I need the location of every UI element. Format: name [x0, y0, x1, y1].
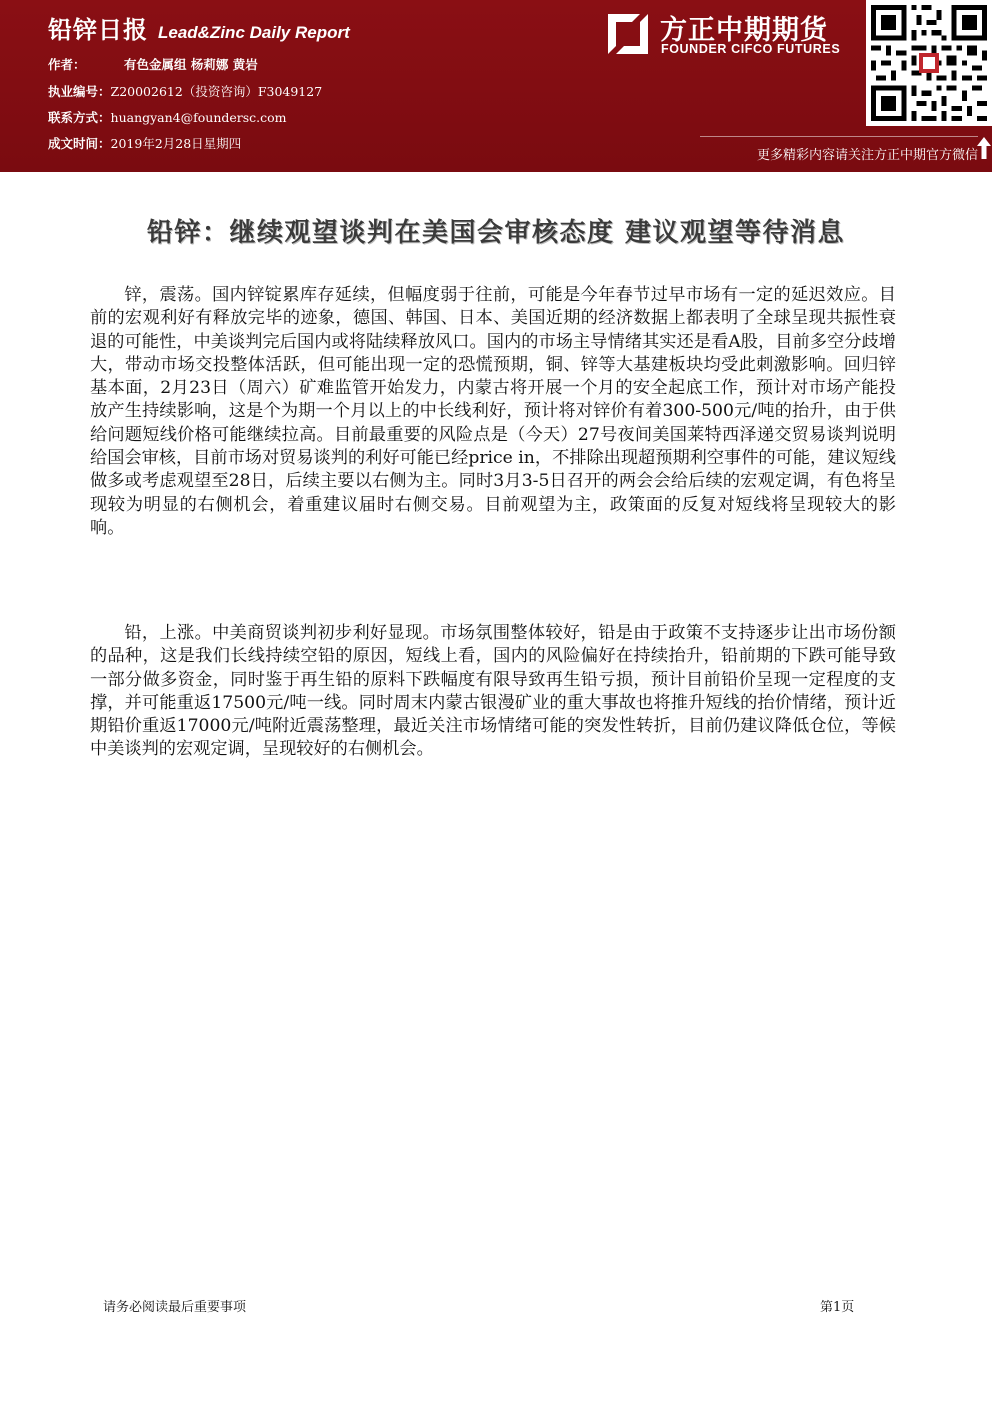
date-line: [48, 134, 241, 152]
lead-paragraph: 铅，上涨。中美商贸谈判初步利好显现。市场氛围整体较好，铅是由于政策不支持逐步让出市场份额的品种，这是我们长线持续空铅的原因，短线上看，国内的风险偏好在持续抬升，铅前期的下跌可能导致一部分做多资金，同时鉴于再生铅的原料下跌幅度有限导致再生铅亏损，预计目前铅价呈现一定程度的支撑，并可能重返17500元/吨一线。同时周末内蒙古银漫矿业的重大事故也将推升短线的抬价情绪，预计近期铅价重返17000元/吨附近震荡整理，最近关注市场情绪可能的突发性转折，目前仍建议降低仓位，等候中美谈判的宏观定调，呈现较好的右侧机会。: [90, 623, 896, 760]
author-value: 有色金属组 杨莉娜 黄岩: [124, 57, 258, 72]
date-value: 2019年2月28日星期四: [110, 136, 242, 151]
license-label: 执业编号：: [48, 84, 111, 99]
logo-text-cn: 方正中期期货: [660, 15, 828, 46]
contact-value: huangyan4@foundersc.com: [110, 110, 287, 125]
qr-code: [866, 0, 992, 126]
author-line: [48, 55, 258, 73]
date-label: 成文时间：: [48, 136, 111, 151]
company-logo: [600, 8, 860, 66]
article-title: 铅锌：继续观望谈判在美国会审核态度 建议观望等待消息: [146, 218, 846, 248]
logo-mark-icon: [604, 10, 652, 58]
follow-wechat-text: 更多精彩内容请关注方正中期官方微信: [756, 148, 978, 163]
zinc-paragraph: 锌，震荡。国内锌锭累库存延续，但幅度弱于往前，可能是今年春节过早市场有一定的延迟效应。目前的宏观利好有释放完毕的迹象，德国、韩国、日本、美国近期的经济数据上都表明了全球呈现共振性衰退的可能性，中美谈判完后国内或将陆续释放风口。国内的市场主导情绪其实还是看A股，目前多空分歧增大，带动市场交投整体活跃，但可能出现一定的恐慌预期，铜、锌等大基建板块均受此刺激影响。回归锌基本面，2月23日（周六）矿难监管开始发力，内蒙古将开展一个月的安全起底工作，预计对市场产能投放产生持续影响，这是个为期一个月以上的中长线利好，预计将对锌价有着300-500元/吨的抬升，由于供给问题短线价格可能继续拉高。目前最重要的风险点是（今天）27号夜间美国莱特西泽递交贸易谈判说明给国会审核，目前市场对贸易谈判的利好可能已经price in，不排除出现超预期利空事件的可能，建议短线做多或考虑观望至28日，后续主要以右侧为主。同时3月3-5日召开的两会会给后续的宏观定调，有色将呈现较为明显的右侧机会，着重建议届时右侧交易。目前观望为主，政策面的反复对短线将呈现较大的影响。: [90, 285, 896, 538]
report-header: [0, 0, 992, 172]
author-label: 作者：: [48, 57, 86, 72]
header-divider: [700, 136, 978, 137]
qr-code-icon: [866, 0, 992, 126]
report-title-en: Lead&Zinc Daily Report: [158, 23, 350, 42]
report-title-cn: 铅锌日报: [48, 16, 148, 44]
footer-notice: 请务必阅读最后重要事项: [103, 1300, 247, 1315]
license-value: Z20002612（投资咨询）F3049127: [110, 84, 323, 99]
page-number: 第1页: [820, 1300, 855, 1315]
report-title: [48, 10, 350, 45]
license-line: [48, 82, 322, 100]
up-arrow-icon: [976, 136, 992, 160]
contact-label: 联系方式：: [48, 110, 111, 125]
contact-line: [48, 108, 287, 126]
logo-text-en: FOUNDER CIFCO FUTURES: [661, 42, 841, 56]
